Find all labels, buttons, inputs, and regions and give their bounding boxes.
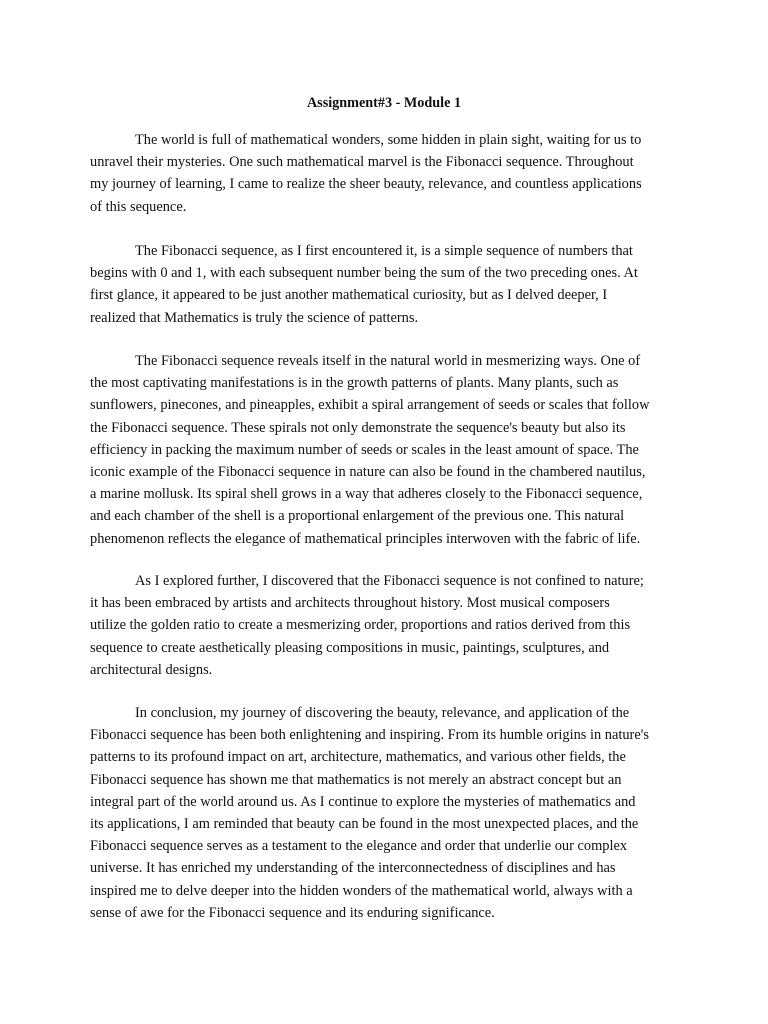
paragraph-line: universe. It has enriched my understanding of the interconnectedness of disciplines and has <box>90 860 616 877</box>
paragraph-line: integral part of the world around us. As I continue to explore the mysteries of mathematics and <box>90 793 636 810</box>
paragraph-line: patterns to its profound impact on art, architecture, mathematics, and various other fields, the <box>90 749 626 766</box>
paragraph-line: sunflowers, pinecones, and pineapples, exhibit a spiral arrangement of seeds or scales that follow <box>90 397 650 414</box>
document-title: Assignment#3 - Module 1 <box>306 95 462 111</box>
paragraph-line: Fibonacci sequence has shown me that mathematics is not merely an abstract concept but an <box>90 771 622 788</box>
paragraph-definition <box>90 240 680 329</box>
paragraph-line: As I explored further, I discovered that the Fibonacci sequence is not confined to nature; <box>135 573 644 589</box>
paragraph-line: Fibonacci sequence serves as a testament to the elegance and order that underlie our complex <box>90 838 628 855</box>
paragraph-line: my journey of learning, I came to realize the sheer beauty, relevance, and countless applications <box>90 176 642 193</box>
paragraph-line: unravel their mysteries. One such mathematical marvel is the Fibonacci sequence. Throughout <box>90 154 634 171</box>
paragraph-line: efficiency in packing the maximum number of seeds or scales in the least amount of space. The <box>90 441 639 458</box>
paragraph-line: In conclusion, my journey of discovering the beauty, relevance, and application of the <box>135 705 630 721</box>
paragraph-line: sequence to create aesthetically pleasing compositions in music, paintings, sculptures, and <box>90 639 610 656</box>
paragraph-line: and each chamber of the shell is a proportional enlargement of the previous one. This natural <box>90 508 625 525</box>
paragraph-nature <box>90 350 680 550</box>
paragraph-art <box>90 570 680 681</box>
paragraph-introduction <box>90 129 680 218</box>
paragraph-line: the Fibonacci sequence. These spirals not only demonstrate the sequence's beauty but also its <box>90 419 626 436</box>
paragraph-line: Fibonacci sequence has been both enlightening and inspiring. From its humble origins in nature's <box>90 727 649 744</box>
paragraph-line: it has been embraced by artists and architects throughout history. Most musical composers <box>90 595 610 612</box>
paragraph-line: the most captivating manifestations is in the growth patterns of plants. Many plants, such as <box>90 375 619 392</box>
paragraph-line: utilize the golden ratio to create a mesmerizing order, proportions and ratios derived from this <box>90 617 631 634</box>
paragraph-line: its applications, I am reminded that beauty can be found in the most unexpected places, and the <box>90 816 639 833</box>
paragraph-conclusion <box>90 702 680 924</box>
paragraph-line: realized that Mathematics is truly the science of patterns. <box>90 309 419 326</box>
paragraph-line: begins with 0 and 1, with each subsequent number being the sum of the two preceding ones. At <box>90 265 638 282</box>
paragraph-line: The world is full of mathematical wonders, some hidden in plain sight, waiting for us to <box>135 132 642 148</box>
paragraph-line: inspired me to delve deeper into the hidden wonders of the mathematical world, always with a <box>90 882 633 899</box>
paragraph-line: sense of awe for the Fibonacci sequence and its enduring significance. <box>90 904 495 921</box>
paragraph-line: iconic example of the Fibonacci sequence in nature can also be found in the chambered nautilus, <box>90 464 646 481</box>
paragraph-line: of this sequence. <box>90 198 187 215</box>
paragraph-line: architectural designs. <box>90 661 213 678</box>
paragraph-line: phenomenon reflects the elegance of mathematical principles interwoven with the fabric of life. <box>90 530 641 547</box>
paragraph-line: The Fibonacci sequence, as I first encountered it, is a simple sequence of numbers that <box>135 243 633 259</box>
paragraph-line: The Fibonacci sequence reveals itself in the natural world in mesmerizing ways. One of <box>135 353 641 369</box>
paragraph-line: first glance, it appeared to be just another mathematical curiosity, but as I delved deeper, I <box>90 287 608 304</box>
paragraph-line: a marine mollusk. Its spiral shell grows in a way that adheres closely to the Fibonacci sequence, <box>90 486 643 503</box>
